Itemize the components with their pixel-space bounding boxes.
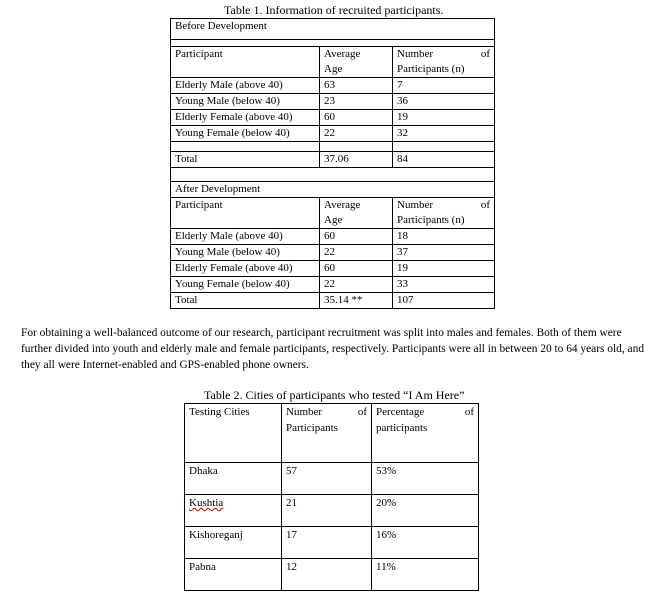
table-row: Kushtia 21 20% [185,495,479,527]
body-paragraph: For obtaining a well-balanced outcome of our research, participant recruitment was split into males and females. Both of them were further divided into youth and elderly male and female participants, respectively. Participants were all in between 20 to 64 years old, and they all were Internet-enabled and GPS-enabled phone owners. [21,327,645,371]
table2-caption: Table 2. Cities of participants who tested “I Am Here” [204,388,465,402]
after-development-label: After Development [171,182,495,198]
table-row: Pabna 12 11% [185,559,479,591]
participant-header: Participant [171,198,320,229]
table-row: Kishoreganj 17 16% [185,527,479,559]
after-section-row [171,182,495,198]
average-age-header: Average Age [320,198,393,229]
before-development-label: Before Development [171,19,495,40]
table-row: Young Male (below 40) 22 37 [171,245,495,261]
after-header-row [171,198,495,229]
table-row: Elderly Male (above 40) 60 18 [171,229,495,245]
table1-caption: Table 1. Information of recruited participants. [224,3,444,17]
table-row: Young Female (below 40) 22 32 [171,126,495,142]
number-participants-header: Number of Participants (n) [393,198,495,229]
table-row: Elderly Male (above 40) 63 7 [171,78,495,94]
before-header-row [171,47,495,78]
percentage-participants-header: Percentage of participants [372,404,479,463]
city-name: Kushtia [189,497,224,509]
before-total-row: Total 37.06 84 [171,152,495,168]
table-row: Young Male (below 40) 23 36 [171,94,495,110]
table-row: Elderly Female (above 40) 60 19 [171,110,495,126]
participant-header: Participant [171,47,320,78]
after-total-row: Total 35.14 ** 107 [171,293,495,309]
cities-header-row [185,404,479,463]
table-row: Elderly Female (above 40) 60 19 [171,261,495,277]
cities-table [184,403,479,591]
testing-cities-header: Testing Cities [185,404,282,463]
table-row: Young Female (below 40) 22 33 [171,277,495,293]
number-participants-header: Number of Participants (n) [393,47,495,78]
participants-table [170,18,495,309]
table-row: Dhaka 57 53% [185,463,479,495]
average-age-header: Average Age [320,47,393,78]
number-participants-header: Number of Participants [282,404,372,463]
before-section-row [171,19,495,40]
